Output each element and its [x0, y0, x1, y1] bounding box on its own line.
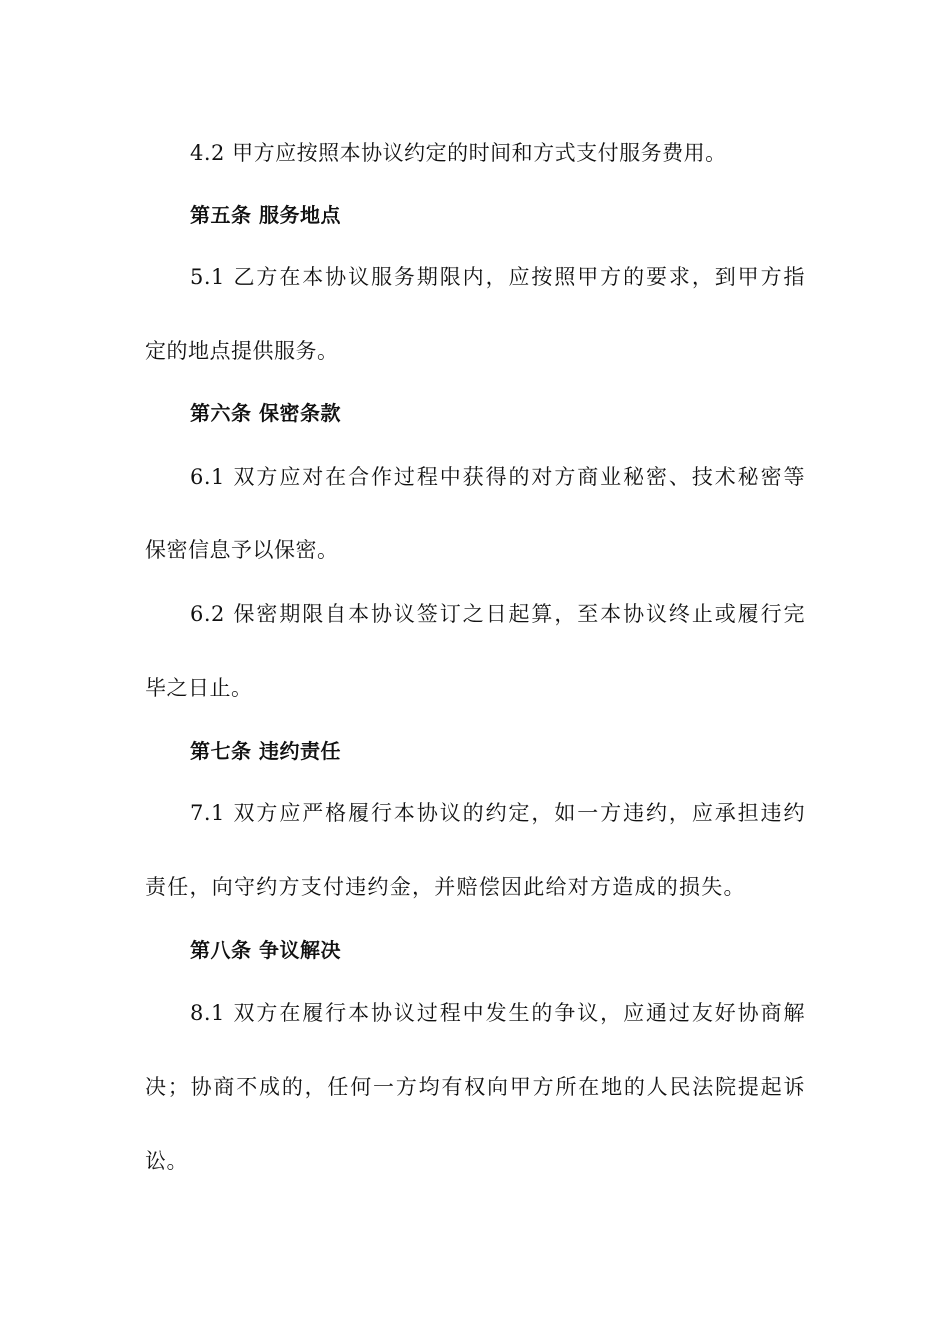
- clause-7-1-text-line-1: 7.1 双方应严格履行本协议的约定，如一方违约，应承担违约: [190, 801, 805, 825]
- article-6-heading: 第六条 保密条款: [190, 401, 341, 425]
- clause-6-1-text-line-1: 6.1 双方应对在合作过程中获得的对方商业秘密、技术秘密等: [190, 465, 805, 489]
- clause-5-1-text-line-1: 5.1 乙方在本协议服务期限内，应按照甲方的要求，到甲方指: [190, 265, 805, 289]
- article-5-heading: 第五条 服务地点: [190, 203, 341, 227]
- clause-8-1-text-line-2: 决；协商不成的，任何一方均有权向甲方所在地的人民法院提起诉: [145, 1075, 805, 1099]
- clause-6-1-text-line-2: 保密信息予以保密。: [145, 538, 339, 562]
- clause-7-1-text-line-2: 责任，向守约方支付违约金，并赔偿因此给对方造成的损失。: [145, 875, 745, 899]
- clause-6-2-text-line-1: 6.2 保密期限自本协议签订之日起算，至本协议终止或履行完: [190, 602, 805, 626]
- clause-6-2-text-line-2: 毕之日止。: [145, 676, 253, 700]
- clause-8-1-text-line-1: 8.1 双方在履行本协议过程中发生的争议，应通过友好协商解: [190, 1001, 805, 1025]
- article-8-heading: 第八条 争议解决: [190, 938, 341, 962]
- clause-5-1-text-line-2: 定的地点提供服务。: [145, 339, 339, 363]
- article-7-heading: 第七条 违约责任: [190, 739, 341, 763]
- clause-4-2-text: 4.2 甲方应按照本协议约定的时间和方式支付服务费用。: [190, 141, 727, 165]
- clause-8-1-text-line-3: 讼。: [145, 1149, 188, 1173]
